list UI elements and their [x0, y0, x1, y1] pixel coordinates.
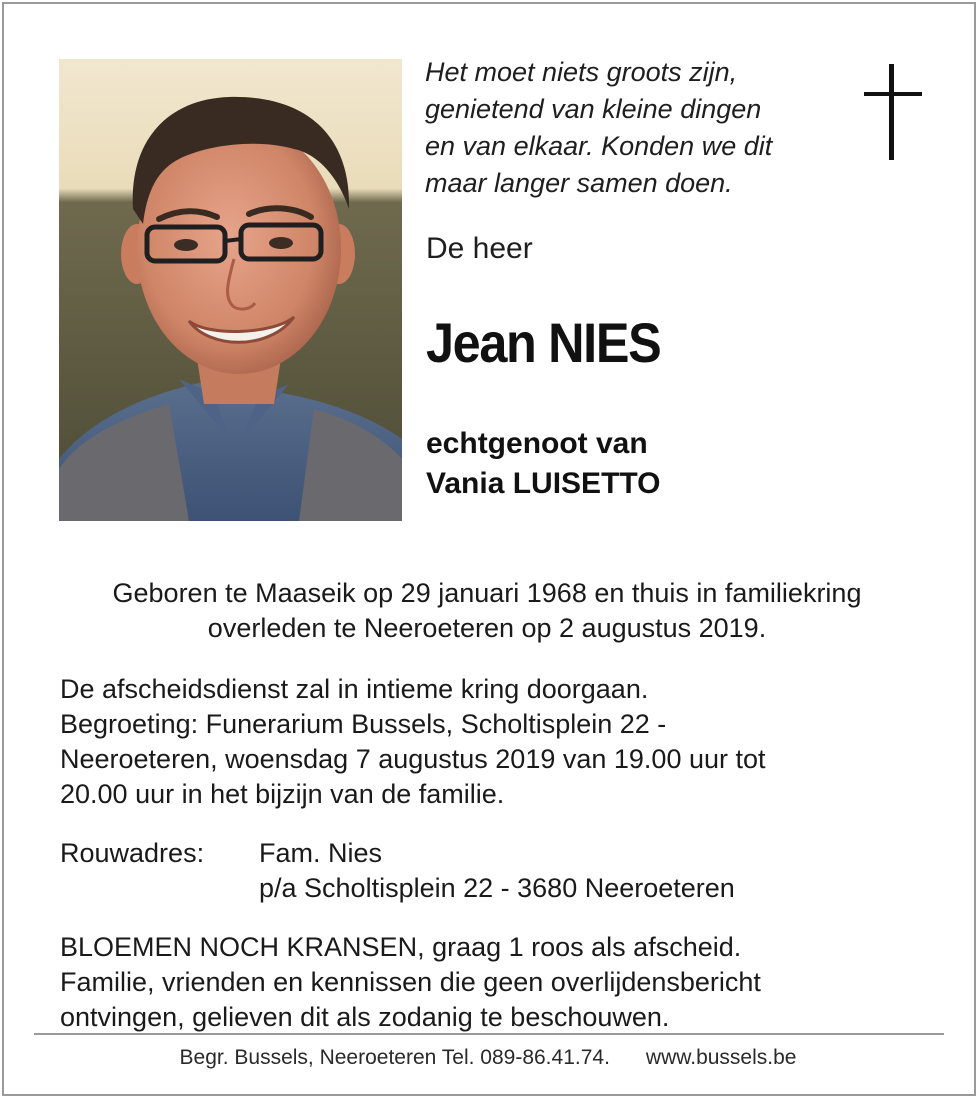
deceased-name: Jean NIES [426, 311, 661, 374]
text-line: De afscheidsdienst zal in intieme kring doorgaan. [60, 674, 649, 704]
text-line: Geboren te Maaseik op 29 januari 1968 en thuis in familiekring [112, 578, 862, 608]
honorific: De heer [426, 232, 533, 265]
divider [34, 1033, 944, 1035]
text-line: BLOEMEN NOCH KRANSEN, graag 1 roos als afscheid. [60, 932, 742, 962]
address-line: p/a Scholtisplein 22 - 3680 Neeroeteren [259, 873, 735, 903]
relation-label: echtgenoot van [426, 427, 648, 460]
service-paragraph [60, 672, 940, 812]
birth-death-paragraph [40, 576, 934, 646]
flowers-paragraph [60, 930, 940, 1035]
text-line: ontvingen, gelieven dit als zodanig te beschouwen. [60, 1002, 670, 1032]
funeral-home-info: Begr. Bussels, Neeroeteren Tel. 089-86.41.74. [179, 1046, 610, 1069]
poem-line: genietend van kleine dingen [425, 94, 762, 124]
poem-line: en van elkaar. Konden we dit [425, 131, 773, 161]
address-line: Fam. Nies [259, 838, 383, 868]
address-label: Rouwadres: [60, 838, 205, 868]
cross-icon [864, 64, 922, 160]
mourning-address [60, 836, 940, 906]
poem [425, 54, 845, 202]
footer [0, 1046, 976, 1070]
website-link[interactable]: www.bussels.be [645, 1046, 797, 1069]
text-line: Familie, vrienden en kennissen die geen overlijdensbericht [60, 967, 761, 997]
poem-line: Het moet niets groots zijn, [425, 57, 738, 87]
address-spacer [60, 871, 259, 906]
text-line: 20.00 uur in het bijzijn van de familie. [60, 779, 505, 809]
spouse-block [426, 424, 661, 504]
text-line: Begroeting: Funerarium Bussels, Scholtisplein 22 - [60, 709, 667, 739]
text-line: Neeroeteren, woensdag 7 augustus 2019 van 19.00 uur tot [60, 744, 766, 774]
portrait-photo [59, 59, 402, 521]
spouse-name: Vania LUISETTO [426, 467, 661, 500]
text-line: overleden te Neeroeteren op 2 augustus 2019. [207, 613, 767, 643]
poem-line: maar langer samen doen. [425, 168, 733, 198]
